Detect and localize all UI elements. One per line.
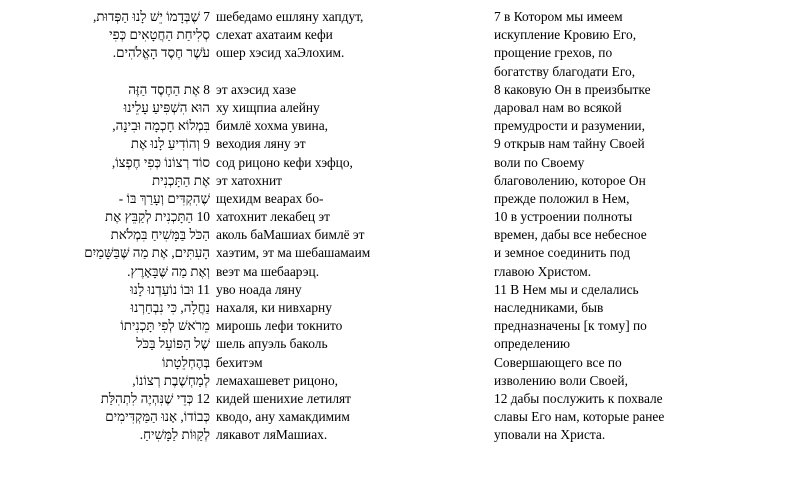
hebrew-line: הוּא הִשְׁפִּיעַ עָלֵינוּ	[123, 99, 210, 115]
russian-line: воли по Своему	[494, 154, 585, 170]
transliteration-line: уво ноада ляну	[216, 281, 302, 297]
hebrew-line: 9 וְהוֹדִיעַ לָנוּ אֶת	[130, 136, 210, 152]
russian-line: 8 каковую Он в преизбытке	[494, 81, 651, 97]
hebrew-line: הַכֹּל בַּמָּשִׁיחַ בִּמְלֹאת	[110, 227, 210, 243]
transliteration-line: нахаля, ки нивхарну	[216, 300, 332, 315]
transliteration-line: веэт ма шебаарэц.	[216, 263, 320, 279]
hebrew-line: סוֹד רְצוֹנוֹ כְּפִי חֶפְצוֹ,	[111, 154, 210, 170]
transliteration-line: кидей шенихие летилят	[216, 390, 352, 406]
hebrew-line: לְקַוּוֹת לַמָּשִׁיחַ.	[139, 427, 210, 443]
transliteration-line	[216, 63, 476, 81]
transliteration-line: мирошь лефи токнито	[216, 318, 343, 334]
hebrew-line: כְּבוֹדוֹ, אָנוּ הַמַּקְדִּימִים	[105, 409, 210, 425]
russian-line: прежде положил в Нем,	[494, 190, 630, 206]
transliteration-line: слехат ахатаим кефи	[216, 27, 333, 43]
hebrew-line: 8 אֶת הַחֶסֶד הַזֶּה	[128, 81, 210, 97]
hebrew-line: עֹשֶׁר חֶסֶד הָאֱלֹהִים.	[112, 45, 210, 61]
hebrew-line: סְלִיחַת הַחֲטָאִים כְּפִי	[109, 27, 210, 43]
russian-line: славы Его нам, которые ранее	[494, 409, 665, 425]
transliteration-line: эт ахэсид хазе	[216, 81, 297, 97]
hebrew-line: נַחֲלָה, כִּי נִבְחַרְנוּ	[130, 300, 210, 315]
transliteration-line: шебедамо ешляну хапдут,	[216, 9, 364, 24]
hebrew-line: שֶׁל הַפּוֹעֵל בַּכֹּל	[136, 336, 210, 352]
transliteration-line: ху хищпиа алейну	[216, 99, 320, 115]
hebrew-line: 12 כְּדֵי שֶׁנִּהְיֶה לִתְהִלַּת	[100, 390, 210, 406]
russian-line: определению	[494, 336, 571, 352]
russian-line: 12 дабы послужить к похвале	[494, 390, 663, 406]
russian-line: богатству благодати Его,	[494, 63, 636, 79]
hebrew-line: הָעִתִּים, אֶת מַה שֶּׁבַּשָּׁמַיִם	[84, 245, 210, 261]
hebrew-line: וְאֶת מַה שֶּׁבָּאָרֶץ.	[127, 263, 210, 279]
russian-line: 11 В Нем мы и сделались	[494, 281, 639, 297]
russian-line: изволению воли Своей,	[494, 372, 628, 388]
russian-line: 10 в устроении полноты	[494, 209, 633, 225]
russian-line: искупление Кровию Его,	[494, 27, 637, 43]
transliteration-column	[216, 8, 476, 445]
russian-line: благоволению, которое Он	[494, 172, 646, 188]
hebrew-line: בִּמְלוֹא חָכְמָה וּבִינָה,	[112, 118, 210, 134]
hebrew-line	[60, 63, 210, 81]
russian-line: предназначены [к тому] по	[494, 318, 647, 334]
transliteration-line: сод рицоно кефи хэфцо,	[216, 154, 353, 170]
russian-line: Совершающего все по	[494, 354, 622, 370]
russian-line: главою Христом.	[494, 263, 592, 279]
transliteration-line: лемахашевет рицоно,	[216, 372, 338, 388]
russian-translation-column	[494, 8, 794, 445]
russian-line: премудрости и разумении,	[494, 118, 645, 134]
hebrew-line: לְמַחְשֶׁבֶת רְצוֹנוֹ,	[132, 372, 210, 388]
transliteration-line: бехитэм	[216, 354, 263, 370]
transliteration-line: шель апуэль баколь	[216, 336, 328, 352]
transliteration-line: веходия ляну эт	[216, 136, 306, 152]
transliteration-line: хатохнит лекабец эт	[216, 209, 330, 225]
russian-line: 7 в Котором мы имеем	[494, 9, 623, 24]
hebrew-line: 10 הַתָּכְנִית לְקַבֵּץ אֶת	[105, 209, 210, 225]
hebrew-line: אֶת הַתָּכְנִית	[152, 172, 210, 188]
transliteration-line: эт хатохнит	[216, 172, 282, 188]
hebrew-line: 11 וּבוֹ נוֹעַדְנוּ לָנוּ	[130, 281, 210, 297]
russian-line: и земное соединить под	[494, 245, 631, 261]
hebrew-line: שֶׁהִקְדִּים וְעָרַךְ בּוֹ -	[118, 190, 210, 206]
russian-line: даровал нам во всякой	[494, 99, 622, 115]
transliteration-line: лякавот ляМашиах.	[216, 427, 328, 443]
hebrew-line: מֵרֹאשׁ לְפִי תָּכְנִיתוֹ	[120, 318, 210, 334]
transliteration-line: щехидм веарах бо-	[216, 190, 324, 206]
russian-line: времен, дабы все небесное	[494, 227, 647, 243]
transliteration-line: ошер хэсид хаЭлохим.	[216, 45, 345, 61]
russian-line: уповали на Христа.	[494, 427, 606, 443]
russian-line: наследниками, быв	[494, 300, 604, 315]
transliteration-line: бимлё хохма увина,	[216, 118, 328, 134]
russian-line: прощение грехов, по	[494, 45, 613, 61]
transliteration-line: аколь баМашиах бимлё эт	[216, 227, 365, 243]
russian-line: 9 открыв нам тайну Своей	[494, 136, 645, 152]
hebrew-line: 7 שֶׁבְּדָמוֹ יֵשׁ לָנוּ הַפְּדוּת,	[93, 9, 210, 24]
transliteration-line: кводо, ану хамакдимим	[216, 409, 350, 425]
transliteration-line: хаэтим, эт ма шебашамаим	[216, 245, 371, 261]
hebrew-column	[60, 8, 210, 445]
hebrew-line: בְּהֶחְלֵטָתוֹ	[161, 354, 210, 370]
